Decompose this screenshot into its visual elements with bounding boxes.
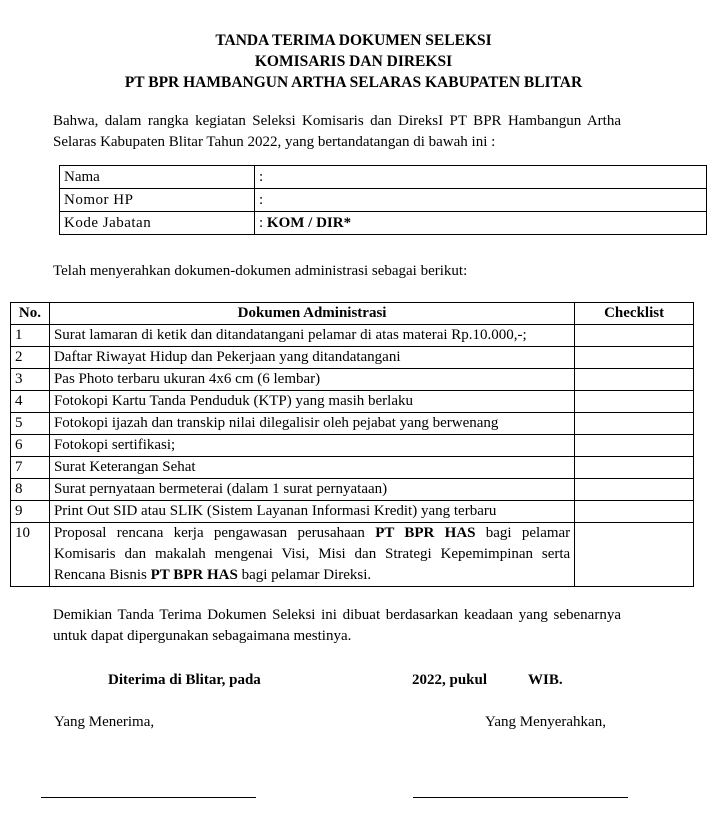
row-document: Surat Keterangan Sehat <box>49 457 574 479</box>
title-line-3: PT BPR HAMBANGUN ARTHA SELARAS KABUPATEN BLITAR <box>124 74 583 91</box>
row-number: 5 <box>11 413 50 435</box>
header-document: Dokumen Administrasi <box>49 303 574 325</box>
checklist-cell[interactable] <box>575 501 694 523</box>
identity-value: : <box>255 189 707 212</box>
checklist-cell[interactable] <box>575 369 694 391</box>
header-checklist: Checklist <box>575 303 694 325</box>
table-row <box>11 523 694 587</box>
title-line-2: KOMISARIS DAN DIREKSI <box>254 53 453 70</box>
checklist-cell[interactable] <box>575 325 694 347</box>
table-row <box>11 413 694 435</box>
table-row <box>11 479 694 501</box>
received-timezone: WIB. <box>528 672 563 688</box>
row-number: 6 <box>11 435 50 457</box>
row-number: 4 <box>11 391 50 413</box>
checklist-cell[interactable] <box>575 457 694 479</box>
documents-header-row <box>11 303 694 325</box>
table-row <box>11 391 694 413</box>
checklist-cell[interactable] <box>575 391 694 413</box>
identity-table <box>59 165 707 235</box>
identity-row-phone <box>60 189 707 212</box>
row10-text-3: bagi pelamar Direksi. <box>237 567 372 583</box>
row-document: Print Out SID atau SLIK (Sistem Layanan Informasi Kredit) yang terbaru <box>49 501 574 523</box>
row-document: Fotokopi ijazah dan transkip nilai dilegalisir oleh pejabat yang berwenang <box>49 413 574 435</box>
row-number: 8 <box>11 479 50 501</box>
row-number: 1 <box>11 325 50 347</box>
checklist-cell[interactable] <box>575 479 694 501</box>
table-row <box>11 325 694 347</box>
row-document: Surat pernyataan bermeterai (dalam 1 surat pernyataan) <box>49 479 574 501</box>
identity-label: Nama <box>60 166 255 189</box>
row10-text-2: bagi pelamar Komisaris dan makalah mengenai Visi, Misi dan Strategi Kepemimpinan serta Rencana Bisnis <box>53 525 571 583</box>
table-row <box>11 457 694 479</box>
identity-value-prefix: : <box>259 214 267 231</box>
submitter-signature-line <box>413 797 628 798</box>
row-number: 10 <box>11 523 50 587</box>
identity-label: Kode Jabatan <box>60 212 255 235</box>
received-place: Diterima di Blitar, pada <box>108 672 261 688</box>
identity-value: : <box>255 166 707 189</box>
table-row <box>11 347 694 369</box>
intro-paragraph: Bahwa, dalam rangka kegiatan Seleksi Komisaris dan DireksI PT BPR Hambangun Artha Selaras Kabupaten Blitar Tahun 2022, yang bertandatangan di bawah ini : <box>53 113 621 150</box>
receiver-signature-line <box>41 797 256 798</box>
submitter-label: Yang Menyerahkan, <box>485 714 606 730</box>
identity-label: Nomor HP <box>60 189 255 212</box>
title-line-1: TANDA TERIMA DOKUMEN SELEKSI <box>215 32 492 49</box>
documents-table <box>10 302 694 587</box>
identity-row-position-code <box>60 212 707 235</box>
row-document: Surat lamaran di ketik dan ditandatangani pelamar di atas materai Rp.10.000,-; <box>49 325 574 347</box>
row-document: Pas Photo terbaru ukuran 4x6 cm (6 lembar) <box>49 369 574 391</box>
identity-row-name <box>60 166 707 189</box>
handover-text: Telah menyerahkan dokumen-dokumen administrasi sebagai berikut: <box>53 263 468 279</box>
row-number: 3 <box>11 369 50 391</box>
checklist-cell[interactable] <box>575 413 694 435</box>
row-number: 9 <box>11 501 50 523</box>
row10-company-1: PT BPR HAS <box>375 525 476 541</box>
checklist-cell[interactable] <box>575 347 694 369</box>
row-document: Fotokopi Kartu Tanda Penduduk (KTP) yang masih berlaku <box>49 391 574 413</box>
row-document: Daftar Riwayat Hidup dan Pekerjaan yang ditandatangani <box>49 347 574 369</box>
checklist-cell[interactable] <box>575 523 694 587</box>
row-document <box>49 523 574 587</box>
identity-value <box>255 212 707 235</box>
checklist-cell[interactable] <box>575 435 694 457</box>
table-row <box>11 501 694 523</box>
closing-paragraph: Demikian Tanda Terima Dokumen Seleksi ini dibuat berdasarkan keadaan yang sebenarnya untuk dapat dipergunakan sebagaimana mestinya. <box>53 607 621 644</box>
received-year-time: 2022, pukul <box>412 672 488 688</box>
identity-value-code: KOM / DIR* <box>266 214 352 231</box>
table-row <box>11 369 694 391</box>
row10-text-1: Proposal rencana kerja pengawasan perusahaan <box>53 525 376 541</box>
header-no: No. <box>11 303 50 325</box>
row-number: 2 <box>11 347 50 369</box>
row10-company-2: PT BPR HAS <box>150 567 238 583</box>
row-document: Fotokopi sertifikasi; <box>49 435 574 457</box>
receiver-label: Yang Menerima, <box>54 714 155 730</box>
row-number: 7 <box>11 457 50 479</box>
table-row <box>11 435 694 457</box>
